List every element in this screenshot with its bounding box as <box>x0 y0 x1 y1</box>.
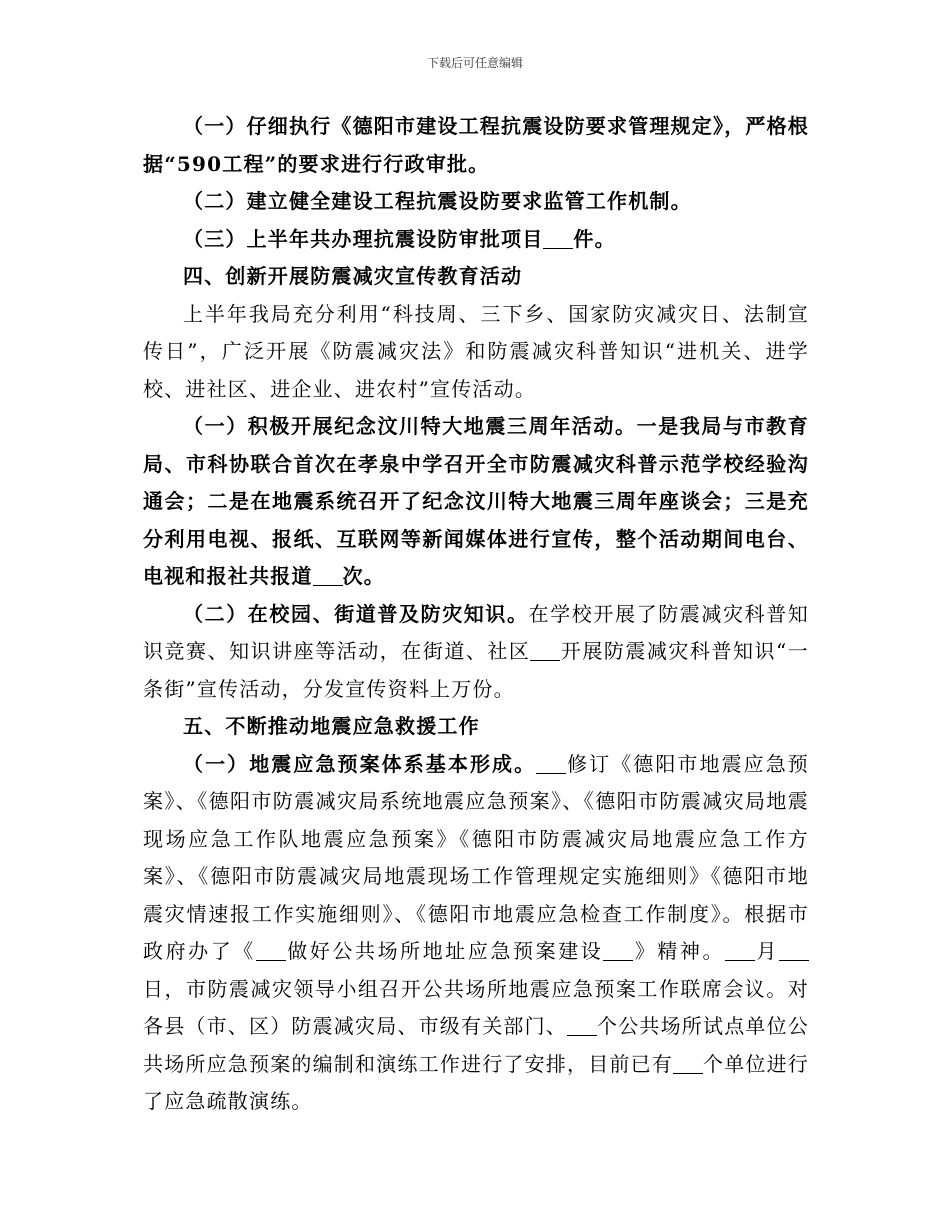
paragraph-9 <box>143 746 809 1121</box>
paragraph-6 <box>143 408 809 596</box>
blank-field <box>313 565 343 586</box>
paragraph-9-text-7: 个单位进行了应急疏散演练。 <box>143 1051 809 1113</box>
document-body <box>143 108 809 1121</box>
paragraph-3-text-a: （三）上半年共办理抗震设防审批项目 <box>183 226 544 251</box>
paragraph-9-text-6: 个公共场所试点单位公共场所应急预案的编制和演练工作进行了安排，目前已有 <box>143 1014 809 1076</box>
paragraph-3-text-b: 件。 <box>573 226 616 251</box>
paragraph-1: （一）仔细执行《德阳市建设工程抗震设防要求管理规定》，严格根据“590工程”的要求进行行政审批。 <box>143 114 809 176</box>
paragraph-3 <box>143 221 809 259</box>
paragraph-9-text-5: 日，市防震减灾领导小组召开公共场所地震应急预案工作联席会议。对各县（市、区）防震减灾局、市级有关部门、 <box>143 976 809 1038</box>
blank-field <box>530 640 560 661</box>
paragraph-9-text-3: 》精神。 <box>633 939 726 963</box>
paragraph-7-text-b: 开展防震减灾科普知识“一条街”宣传活动，分发宣传资料上万份。 <box>143 639 809 701</box>
paragraph-7-text-a: 在学校开展了防震减灾科普知识竞赛、知识讲座等活动，在街道、社区 <box>143 601 809 663</box>
blank-field <box>603 940 633 961</box>
blank-field <box>779 940 809 961</box>
paragraph-9-text-4: 月 <box>755 939 779 963</box>
paragraph-6-text-a: （一）积极开展纪念汶川特大地震三周年活动。一是我局与市教育局、市科协联合首次在孝泉中学召开全市防震减灾科普示范学校经验沟通会；二是在地震系统召开了纪念汶川特大地震三周年座谈会；三是充分利用电视、报纸、互联网等新闻媒体进行宣传，整个活动期间电台、电视和报社共报道 <box>143 414 809 588</box>
paragraph-9-lead: （一）地震应急预案体系基本形成。 <box>183 751 537 776</box>
section-heading-5: 五、不断推动地震应急救援工作 <box>183 714 480 738</box>
blank-field <box>725 940 755 961</box>
page-header: 下载后可任意编辑 <box>426 56 523 70</box>
paragraph-9-text-1: 修订《德阳市地震应急预案》、《德阳市防震减灾局系统地震应急预案》、《德阳市防震减灾局地震现场应急工作队地震应急预案》《德阳市防震减灾局地震应急工作方案》、《德阳市防震减灾局地震现场工作管理规定实施细则》《德阳市地震灾情速报工作实施细则》、《德阳市地震应急检查工作制度》。根据市政府办了《 <box>143 751 809 963</box>
blank-field <box>673 1053 703 1074</box>
paragraph-5: 上半年我局充分利用“科技周、三下乡、国家防灾减灾日、法制宣传日”，广泛开展《防震减灾法》和防震减灾科普知识“进机关、进学校、进社区、进企业、进农村”宣传活动。 <box>143 301 809 401</box>
paragraph-9-text-2: 做好公共场所地址应急预案建设 <box>285 939 604 963</box>
paragraph-2: （二）建立健全建设工程抗震设防要求监管工作机制。 <box>183 189 692 213</box>
paragraph-7-lead: （二）在校园、街道普及防灾知识。 <box>183 601 529 626</box>
paragraph-7 <box>143 596 809 709</box>
blank-field <box>567 1015 597 1036</box>
blank-field <box>256 940 286 961</box>
section-heading-4: 四、创新开展防震减灾宣传教育活动 <box>183 264 523 288</box>
blank-field <box>543 228 573 249</box>
blank-field <box>536 753 566 774</box>
paragraph-6-text-b: 次。 <box>342 564 386 588</box>
